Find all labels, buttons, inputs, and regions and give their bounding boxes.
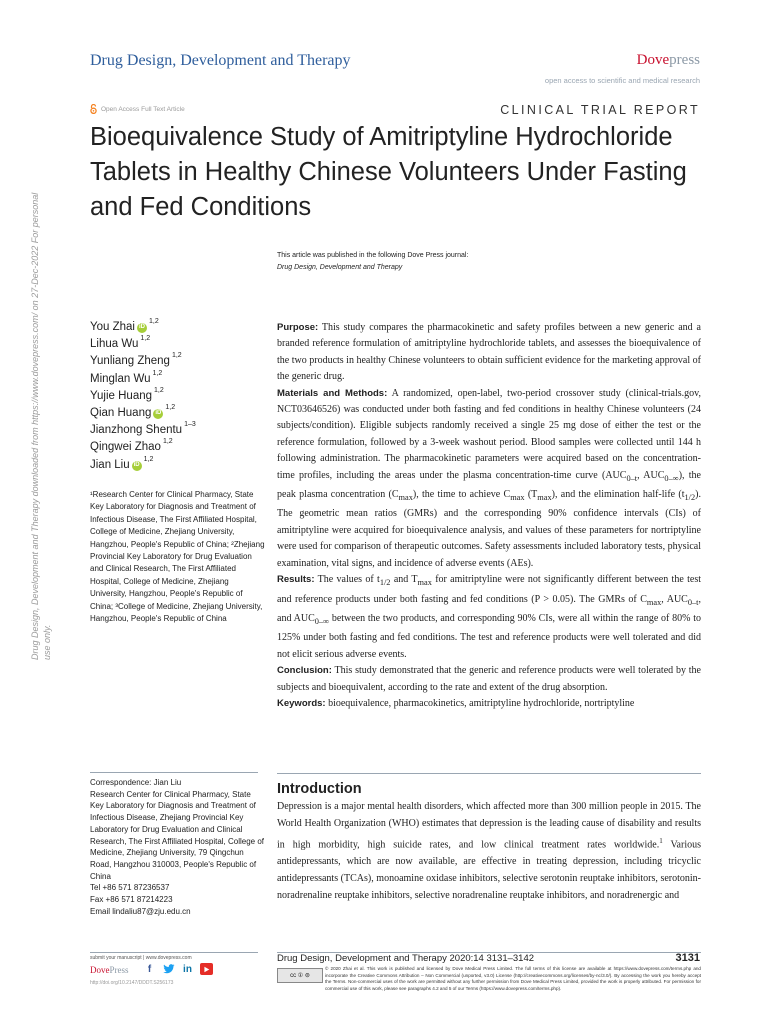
author-name: Yunliang Zheng xyxy=(90,355,170,368)
subscript: 1/2 xyxy=(379,578,391,588)
results-text: between the two products, and corresponding 90% CIs, were all within the range of 80% to 125% under both fasting and fed conditions. The test and reference products were well tolerated and did not elicit serious adverse events. xyxy=(277,612,702,660)
correspondence xyxy=(90,777,265,917)
introduction-heading: Introduction xyxy=(277,781,362,797)
author-affil: 1,2 xyxy=(171,352,182,360)
orcid-icon[interactable]: iD xyxy=(153,409,163,419)
license-text: © 2020 Zhai et al. This work is published and licensed by Dove Medical Press Limited. The full terms of this license are available at https://www.dovepress.com/terms.php and incorporate the Creative Commons Attribution – Non Commercial (unported, v3.0) License (http://creativecommons.org/licenses/by-nc/3.0/). By accessing the work you hereby accept the Terms. Non-commercial uses of the work are permitted without any further permission from Dove Medical Press Limited, provided the work is properly attributed. For permission for commercial use of this work, please see paragraphs 4.2 and 5 of our Terms (https://www.dovepress.com/terms.php). xyxy=(325,966,701,991)
subscript: 0–t xyxy=(626,473,638,483)
author-name: Jianzhong Shentu xyxy=(90,424,183,437)
keywords-label: Keywords: xyxy=(277,697,326,709)
subscript: 1/2 xyxy=(684,493,696,503)
linkedin-icon[interactable]: in xyxy=(183,963,192,975)
abstract-results xyxy=(277,572,701,663)
journal-name[interactable]: Drug Design, Development and Therapy xyxy=(90,52,351,69)
orcid-icon[interactable]: iD xyxy=(137,323,147,333)
article-title: Bioequivalence Study of Amitriptyline Hydrochloride Tablets in Healthy Chinese Volunteers Under Fasting and Fed Conditions xyxy=(90,123,687,221)
subscript: max xyxy=(510,493,525,503)
abstract-keywords xyxy=(277,696,701,712)
youtube-icon[interactable] xyxy=(200,963,213,975)
methods-text: ), and the elimination half-life (t xyxy=(551,489,685,501)
dovepress-logo[interactable] xyxy=(637,52,700,69)
purpose-text: This study compares the pharmacokinetic and safety profiles between a new generic and a branded reference formulation of amitriptyline hydrochloride tablets, and assesses the bioequivalence of the two products in healthy Chinese volunteers to obtain sufficient evidence for the marketing approval of the generic drug. xyxy=(277,322,701,383)
results-text: , and AUC xyxy=(277,593,701,624)
author-name: Yujie Huang xyxy=(90,389,153,402)
creative-commons-badge[interactable]: cc ① ⊜ xyxy=(277,968,323,983)
correspondence-fax: Fax +86 571 87214223 xyxy=(90,895,173,905)
abstract-purpose xyxy=(277,320,701,386)
subscript: 0–∞ xyxy=(314,616,330,626)
abstract-methods xyxy=(277,386,701,572)
author-name: Jian Liu xyxy=(90,458,130,471)
introduction-body xyxy=(277,799,701,905)
logo-dove: Dove xyxy=(636,52,670,68)
author-affil: 1,2 xyxy=(165,403,176,411)
correspondence-divider xyxy=(90,772,258,773)
results-text: The values of t xyxy=(317,574,380,586)
methods-text: A randomized, open-label, two-period crossover study (clinical-trials.gov, NCT03646526) was conducted under both fasting and fed conditions in healthy Chinese volunteers (24 subjects/condition). Eligible subjects randomly received a single 25 mg dose of either the test or the reference formulation, followed by a 3-week washout period. Blood samples were collected until 144 h following administration. The pharmacokinetic parameters were acquired based on the concentration-time profiles, including the areas under the plasma concentration-time curve (AUC xyxy=(277,387,701,481)
publication-note xyxy=(277,250,468,274)
author-affil: 1,2 xyxy=(148,318,159,325)
author-affil: 1,2 xyxy=(143,455,154,463)
author[interactable] xyxy=(90,422,196,439)
subscript: max xyxy=(646,597,662,607)
author[interactable] xyxy=(90,371,196,388)
page-number: 3131 xyxy=(675,952,700,964)
open-access-icon xyxy=(90,104,97,114)
keywords-text: bioequivalence, pharmacokinetics, amitriptyline hydrochloride, nortriptyline xyxy=(328,697,635,709)
publication-note-journal[interactable]: Drug Design, Development and Therapy xyxy=(277,264,403,271)
results-label: Results: xyxy=(277,574,315,586)
social-links xyxy=(143,963,213,975)
methods-text: ). The geometric mean ratios (GMRs) and the corresponding 90% confidence intervals (CIs) of amitriptyline were acquired for bioequivalence analysis, and values of these parameters for nortriptyline were used for comparison of therapeutic outcomes. Safety assessments included laboratory tests, physical examination, vital signs, and incidence of adverse events (AEs). xyxy=(277,489,701,569)
author[interactable] xyxy=(90,336,196,353)
correspondence-label: Correspondence: Jian Liu xyxy=(90,778,182,787)
methods-text: ), the peak plasma concentration (C xyxy=(277,469,701,501)
author-affil: 1,2 xyxy=(154,386,164,394)
doi-link[interactable]: http://doi.org/10.2147/DDDT.S256173 xyxy=(90,980,174,986)
correspondence-address: Research Center for Clinical Pharmacy, State Key Laboratory for Diagnosis and Treatment of Infectious Disease, Zhejiang Provincial Key Laboratory for Drug Evaluation and Clinical Research, The First Affiliated Hospital, College of Medicine, Zhejiang University, 79 Qingchun Road, Hangzhou 310003, People's Republic of China xyxy=(90,789,265,881)
methods-text: ), the time to achieve C xyxy=(412,489,511,501)
article-type: CLINICAL TRIAL REPORT xyxy=(500,103,700,117)
correspondence-tel: Tel +86 571 87236537 xyxy=(90,883,170,893)
twitter-icon[interactable] xyxy=(162,963,175,975)
open-access-line xyxy=(90,104,185,114)
subscript: 0–∞ xyxy=(664,473,679,483)
methods-text: , AUC xyxy=(637,469,665,481)
affiliations: ¹Research Center for Clinical Pharmacy, State Key Laboratory for Diagnosis and Treatment of Infectious Disease, The First Affiliated Hospital, College of Medicine, Zhejiang University, Hangzhou, People's Republic of China; ²Zhejiang Provincial Key Laboratory for Drug Evaluation and Clinical Research, The First Affiliated Hospital, College of Medicine, Zhejiang University, Hangzhou, People's Republic of China; ³College of Medicine, Zhejiang University, Hangzhou, People's Republic of China xyxy=(90,490,265,624)
author[interactable] xyxy=(90,457,196,474)
facebook-icon[interactable]: f xyxy=(147,963,152,975)
results-text: for amitriptyline were not significantly different between the test and reference products under both fasting and fed conditions (P > 0.05). The GMRs of C xyxy=(277,574,701,605)
open-access-label: Open Access Full Text Article xyxy=(101,105,185,113)
author[interactable] xyxy=(90,353,196,370)
author-affil: 1,2 xyxy=(152,369,163,377)
author-name: Minglan Wu xyxy=(90,372,151,385)
methods-text: (T xyxy=(524,489,538,501)
author-name: Qingwei Zhao xyxy=(90,441,161,454)
author-affil: 1,2 xyxy=(162,438,173,446)
author-list xyxy=(90,319,196,474)
author[interactable] xyxy=(90,405,196,422)
introduction-divider xyxy=(277,773,701,774)
footer-logo-dove: Dove xyxy=(90,965,110,975)
author-name: Qian Huang xyxy=(90,406,152,419)
subscript: max xyxy=(537,493,552,503)
introduction-text: Depression is a major mental health disorders, which affected more than 300 million people in 2015. The World Health Organization (WHO) estimates that depression is the leading cause of disability and results in high morbidity, high suicide rates, and low clinical treatment rates worldwide. xyxy=(277,801,701,851)
download-watermark: Drug Design, Development and Therapy downloaded from https://www.dovepress.com/ on 27-Dec-2022 For personal use only. xyxy=(30,192,52,660)
author-name: Lihua Wu xyxy=(90,338,139,351)
subscript: max xyxy=(417,578,432,588)
author-affil: 1,2 xyxy=(140,335,151,343)
author-affil: 1–3 xyxy=(184,421,196,429)
footer-divider xyxy=(90,952,258,953)
author[interactable] xyxy=(90,319,196,336)
subscript: 0–t xyxy=(687,597,699,607)
methods-label: Materials and Methods: xyxy=(277,387,388,399)
abstract xyxy=(277,320,701,712)
submit-manuscript-link[interactable]: submit your manuscript | www.dovepress.com xyxy=(90,955,192,961)
author[interactable] xyxy=(90,439,196,456)
logo-press: press xyxy=(669,52,700,68)
publication-note-text: This article was published in the following Dove Press journal: xyxy=(277,252,469,259)
conclusion-label: Conclusion: xyxy=(277,665,332,677)
footer-logo-press: Press xyxy=(109,965,129,975)
results-text: and T xyxy=(390,574,418,586)
introduction-text: Various antidepressants, which are now available, are effective in treating depression, including tricyclic antidepressants (TCAs), monoamine oxidase inhibitors, selective serotonin reuptake inhibitors, serotonin-noradrenaline reuptake inhibitors, selective noradrenaline reuptake inhibitors, and noradrenergic and xyxy=(277,839,701,901)
publisher-tagline: open access to scientific and medical research xyxy=(544,76,700,85)
abstract-conclusion xyxy=(277,663,701,696)
purpose-label: Purpose: xyxy=(277,322,319,333)
author[interactable] xyxy=(90,388,196,405)
author-name: You Zhai xyxy=(90,321,135,333)
orcid-icon[interactable]: iD xyxy=(132,461,142,471)
reference-link[interactable]: 1 xyxy=(659,836,663,845)
correspondence-email[interactable]: Email lindaliu87@zju.edu.cn xyxy=(90,906,191,916)
results-text: , AUC xyxy=(661,593,688,605)
subscript: max xyxy=(398,493,413,503)
conclusion-text: This study demonstrated that the generic and reference products were well tolerated by the subjects and bioequivalent, according to the rate and extent of the drug absorption. xyxy=(277,665,701,693)
footer-citation: Drug Design, Development and Therapy 2020:14 3131–3142 xyxy=(277,953,535,964)
footer-dovepress-logo[interactable] xyxy=(90,965,129,975)
